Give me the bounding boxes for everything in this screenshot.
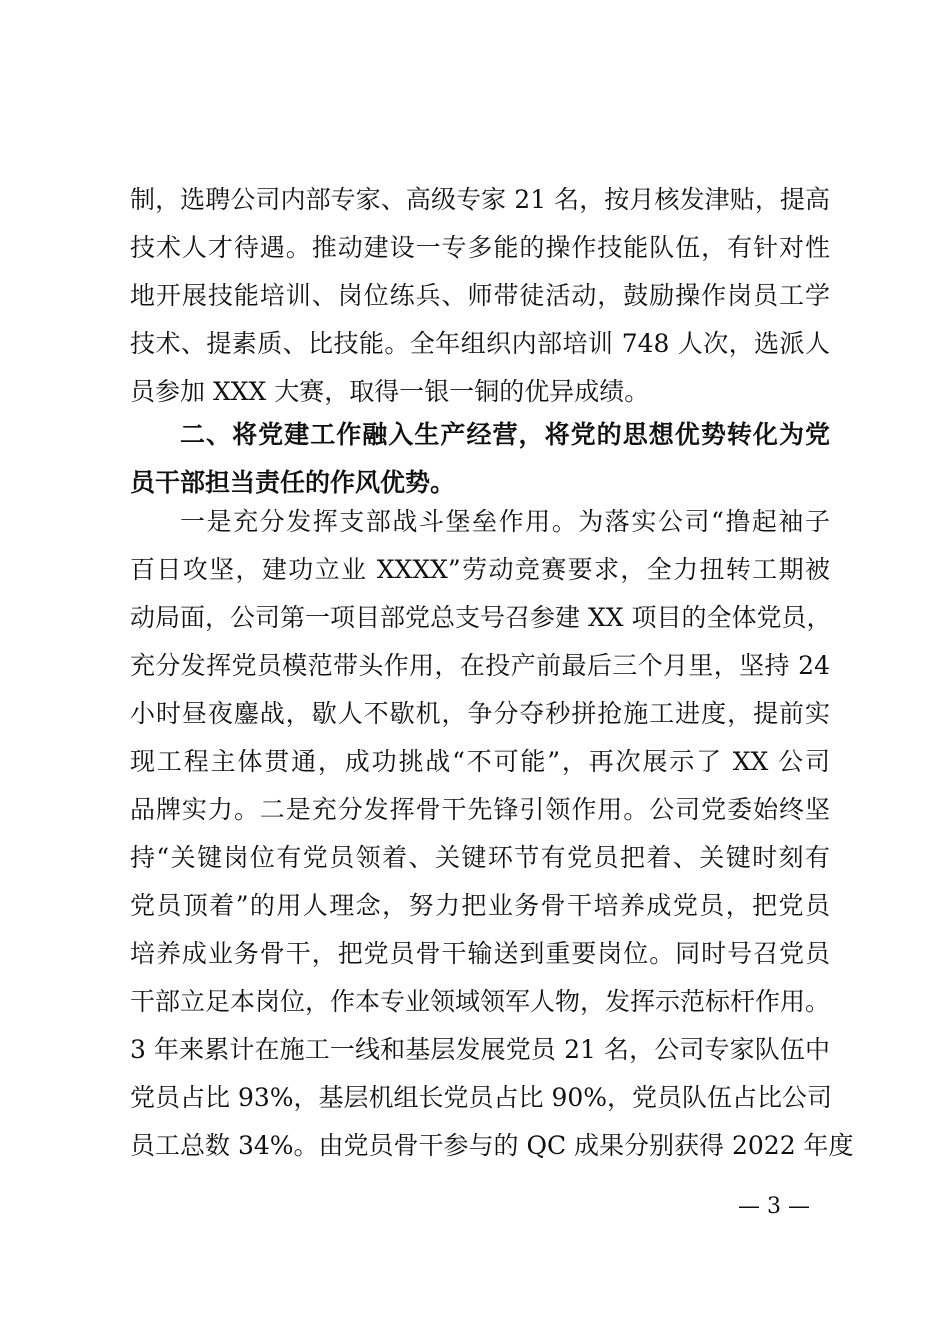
paragraph-line: 干部立足本岗位，作本专业领域领军人物，发挥示范标杆作用。 [130, 987, 831, 1016]
paragraph-line: 一是充分发挥支部战斗堡垒作用。为落实公司“撸起袖子 [180, 507, 830, 536]
heading-line: 员干部担当责任的作风优势。 [130, 468, 456, 497]
paragraph-line: 百日攻坚，建功立业 XXXX”劳动竞赛要求，全力扭转工期被 [130, 555, 830, 584]
paragraph-line: 培养成业务骨干，把党员骨干输送到重要岗位。同时号召党员 [130, 939, 830, 968]
paragraph-line: 党员占比 93%，基层机组长党员占比 90%，党员队伍占比公司 [130, 1083, 833, 1112]
paragraph-party-building [130, 498, 854, 1170]
paragraph-line: 技术、提素质、比技能。全年组织内部培训 748 人次，选派人 [130, 329, 830, 358]
paragraph-line: 党员顶着”的用人理念，努力把业务骨干培养成党员，把党员 [130, 891, 830, 920]
paragraph-line: 小时昼夜鏖战，歇人不歇机，争分夺秒拼抢施工进度，提前实 [130, 699, 830, 728]
page-number: — 3 — [738, 1194, 810, 1219]
heading-line: 二、将党建工作融入生产经营，将党的思想优势转化为党 [180, 420, 830, 449]
paragraph-line: 地开展技能培训、岗位练兵、师带徒活动，鼓励操作岗员工学 [130, 281, 830, 310]
paragraph-line: 充分发挥党员模范带头作用，在投产前最后三个月里，坚持 24 [130, 651, 830, 680]
paragraph-line: 制，选聘公司内部专家、高级专家 21 名，按月核发津贴，提高 [130, 185, 830, 214]
paragraph-talent-training [130, 176, 830, 416]
paragraph-line: 持“关键岗位有党员领着、关键环节有党员把着、关键时刻有 [130, 843, 830, 872]
paragraph-line: 技术人才待遇。推动建设一专多能的操作技能队伍，有针对性 [130, 233, 830, 262]
paragraph-line: 员工总数 34%。由党员骨干参与的 QC 成果分别获得 2022 年度 [130, 1131, 854, 1160]
paragraph-line: 3 年来累计在施工一线和基层发展党员 21 名，公司专家队伍中 [130, 1035, 830, 1064]
section-heading-2 [130, 411, 830, 507]
paragraph-line: 动局面，公司第一项目部党总支号召参建 XX 项目的全体党员， [130, 603, 832, 632]
paragraph-line: 品牌实力。二是充分发挥骨干先锋引领作用。公司党委始终坚 [130, 795, 830, 824]
paragraph-line: 员参加 XXX 大赛，取得一银一铜的优异成绩。 [130, 377, 650, 406]
paragraph-line: 现工程主体贯通，成功挑战“不可能”，再次展示了 XX 公司 [130, 747, 830, 776]
